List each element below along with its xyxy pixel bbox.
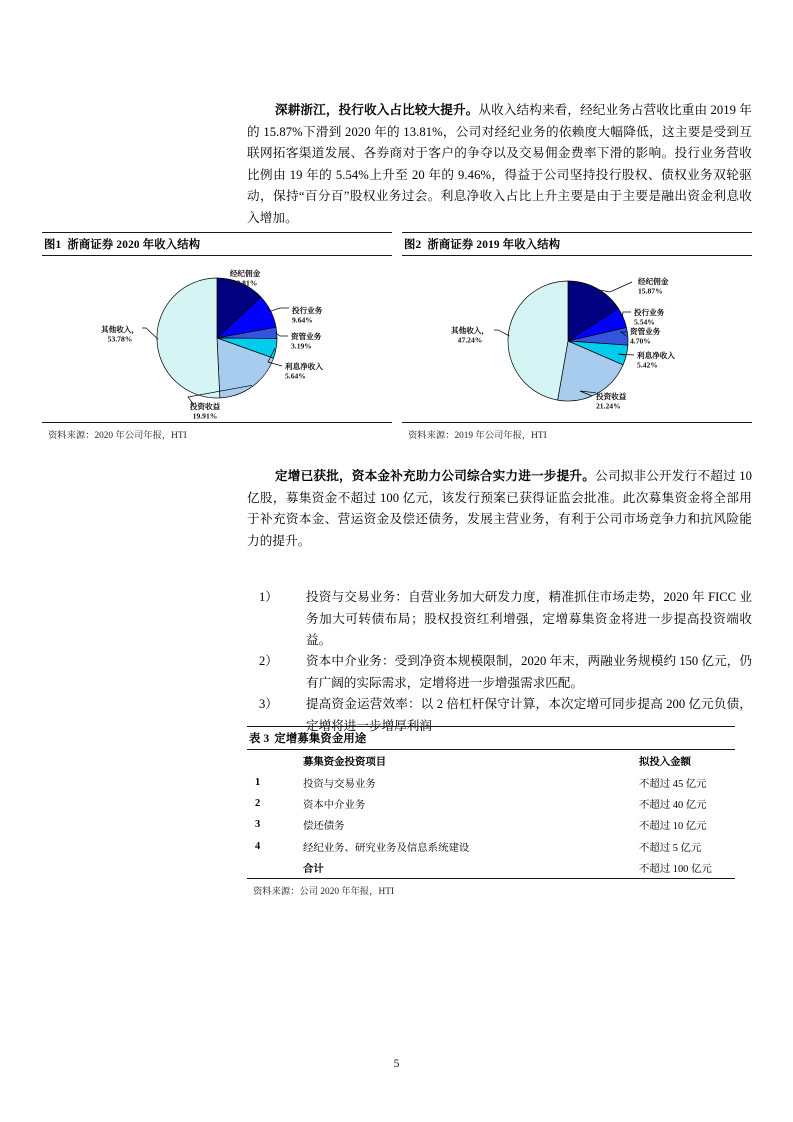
pie-slice-label: 经纪佣金: [638, 277, 669, 286]
figure-1-chart-area: [42, 255, 392, 423]
table-cell-index: 1: [255, 776, 261, 788]
figure-2-title-text: 浙商证券 2019 年收入结构: [427, 239, 561, 251]
pie-chart-2020: [42, 256, 392, 422]
pie-leader-line: [270, 308, 290, 312]
table-cell-amount: 不超过 40 亿元: [639, 799, 707, 811]
list-item-text: 资本中介业务：受到净资本规模限制，2020 年末，两融业务规模约 150 亿元，仍有广阔的实际需求，定增将进一步增强需求匹配。: [306, 654, 752, 690]
list-item: [247, 587, 752, 652]
pie-leader-line: [276, 333, 288, 336]
table-cell-amount: 不超过 5 亿元: [639, 842, 702, 854]
pie-slice-value: 19.91%: [192, 411, 218, 421]
list-item-marker: 2）: [259, 654, 278, 668]
table-cell-project: 合计: [303, 864, 324, 876]
pie-chart-2019: [402, 256, 752, 422]
list-item-text: 投资与交易业务：自营业务加大研发力度，精准抓住市场走势，2020 年 FICC 业务加大可转债布局；股权投资红利增强，定增募集资金将进一步提高投资端收益。: [306, 590, 752, 647]
table-cell-project: 偿还债务: [303, 821, 345, 833]
table-header-index: [247, 750, 289, 772]
table-cell-amount: 不超过 45 亿元: [639, 778, 707, 790]
table-3-body: [247, 771, 735, 878]
pie-slice-value: 3.19%: [291, 341, 312, 351]
table-3-source: 资料来源：公司 2020 年年报，HTI: [253, 887, 394, 898]
paragraph-text: [247, 100, 752, 229]
table-cell-project: 投资与交易业务: [303, 778, 376, 790]
pie-slice-value: 5.54%: [634, 317, 655, 327]
table-header-row: [247, 750, 735, 772]
pie-leader-line: [494, 330, 509, 336]
pie-slice-label: 投行业务: [634, 308, 665, 317]
table-3: [247, 749, 735, 879]
table-header-project: 募集资金投资项目: [303, 757, 387, 769]
pie-slice-value: 15.87%: [638, 286, 663, 296]
figure-1-number: 图1: [44, 239, 62, 251]
paragraph-lead: 定增已获批，资本金补充助力公司综合实力进一步提升。: [275, 469, 596, 483]
figure-2-panel: [402, 232, 752, 441]
pie-slice-label: 其他收入，: [451, 326, 489, 335]
pie-slice-value: 5.42%: [637, 360, 658, 370]
pie-slice-label: 利息净收入: [285, 362, 323, 371]
table-3-head: [247, 750, 735, 772]
figure-1-panel: [42, 232, 392, 441]
paragraph-revenue-structure: [247, 100, 752, 229]
table-cell-amount: 不超过 10 亿元: [639, 821, 707, 833]
paragraph-body: 从收入结构来看，经纪业务占营收比重由 2019 年的 15.87%下滑到 2020 年的 13.81%，公司对经纪业务的依赖度大幅降低，这主要是受到互联网拓客渠道发展、各券商对于客户的争夺以及交易佣金费率下滑的影响。投行业务营收比例由 19 年的 5.54%上升至 20 年的 9.46%，得益于公司坚持投行股权、债权业务双轮驱动，保持“百分百”股权业务过会。利息净收入占比上升主要是由于主要是融出资金利息收入增加。: [247, 103, 753, 225]
pie-slice-value: 53.78%: [107, 334, 133, 344]
figure-1-source: 资料来源：2020 年公司年报，HTI: [48, 431, 187, 441]
pie-slices-2019: [508, 281, 628, 401]
figure-1-title-text: 浙商证券 2020 年收入结构: [67, 239, 201, 251]
paragraph-text: [247, 466, 752, 552]
list-item: [247, 651, 752, 694]
pie-slice: [157, 278, 220, 398]
pie-slice-value: 4.70%: [630, 336, 651, 346]
figure-2-chart-area: [402, 255, 752, 423]
table-header-amount: 拟投入金额: [639, 757, 691, 769]
list-item-marker: 3）: [259, 697, 278, 711]
table-cell-index: 2: [255, 797, 261, 809]
table-row: [247, 836, 735, 857]
pie-slice-label: 投行业务: [292, 306, 323, 315]
pie-slice-label: 经纪佣金: [229, 269, 261, 278]
pie-slice-label: 资管业务: [291, 332, 322, 341]
pie-slice-label: 利息净收入: [637, 351, 675, 360]
paragraph-body: 公司拟非公开发行不超过 10 亿股，募集资金不超过 100 亿元，该发行预案已获得证监会批准。此次募集资金将全部用于补充资本金、营运资金及偿还债务，发展主营业务，有利于公司市场竞争力和抗风险能力的提升。: [247, 469, 752, 548]
table-cell-index: 4: [255, 840, 261, 852]
table-row: [247, 793, 735, 814]
pie-slice-label: 资管业务: [630, 327, 661, 336]
pie-slice: [508, 281, 568, 400]
pie-slices-2020: [157, 278, 277, 398]
table-total-row: [247, 857, 735, 879]
pie-chart-2020-svg: [42, 256, 392, 422]
table-3-panel: [247, 726, 735, 897]
pie-leader-line: [622, 312, 631, 318]
pie-slice-value: 47.24%: [457, 335, 483, 345]
table-cell-amount: 不超过 100 亿元: [639, 864, 712, 876]
pie-slice-label: 其他收入，: [101, 325, 139, 334]
list-item-text: 提高资金运营效率：以 2 倍杠杆保守计算，本次定增可同步提高 200 亿元负债，定增将进一步增厚利润: [306, 697, 752, 733]
table-cell-project: 经纪业务、研究业务及信息系统建设: [303, 842, 470, 854]
table-cell-index: 3: [255, 819, 261, 831]
list-item-marker: 1）: [259, 590, 278, 604]
pie-chart-2019-svg: [402, 256, 752, 422]
paragraph-lead: 深耕浙江，投行收入占比较大提升。: [275, 103, 479, 117]
pie-slice-value: 21.24%: [596, 401, 621, 411]
figure-2-title: [402, 233, 752, 255]
pie-slice-value: 9.64%: [292, 315, 313, 325]
table-3-title-text: 定增募集资金用途: [274, 733, 367, 745]
paragraph-private-placement: [247, 466, 752, 552]
page-number: 5: [393, 1058, 400, 1070]
figure-2-number: 图2: [404, 239, 422, 251]
figure-1-title: [42, 233, 392, 255]
table-cell-project: 资本中介业务: [303, 799, 366, 811]
pie-slice-value: 5.64%: [285, 371, 306, 381]
table-row: [247, 814, 735, 835]
pie-slice-label: 投资收益: [596, 392, 627, 401]
table-cell-index: [247, 857, 289, 879]
pie-slice-value: 13.81%: [232, 278, 258, 288]
table-row: [247, 771, 735, 792]
pie-slice-label: 投资收益: [189, 402, 221, 411]
pie-leader-line: [596, 282, 632, 292]
table-3-number: 表 3: [249, 733, 270, 745]
figure-2-source: 资料来源：2019 年公司年报，HTI: [408, 431, 547, 441]
table-3-title: [247, 727, 735, 749]
pie-leader-line: [142, 328, 158, 339]
